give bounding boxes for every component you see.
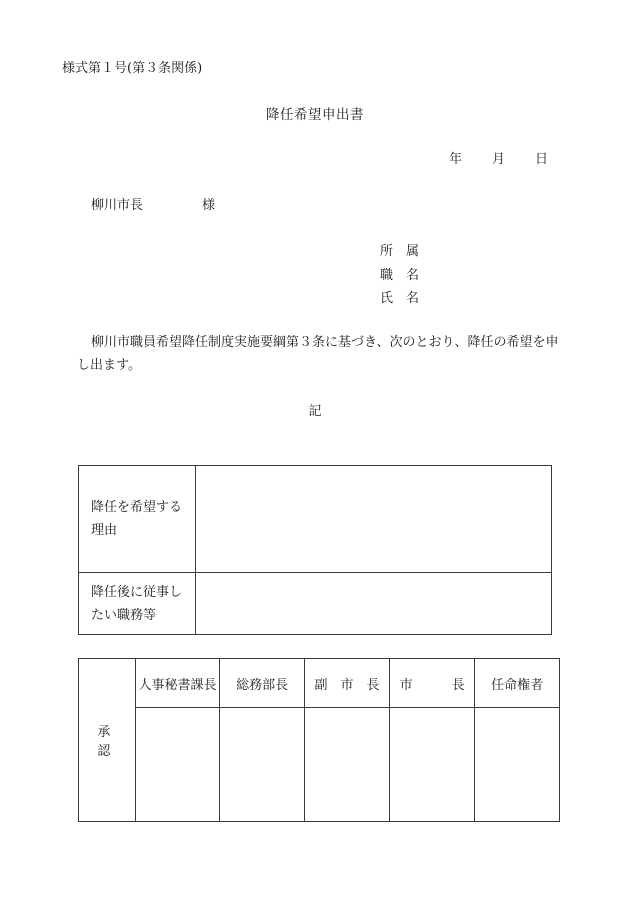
- duties-field[interactable]: [196, 573, 552, 635]
- approval-header-row: [79, 659, 560, 708]
- approval-header-personnel: 人事秘書課長: [135, 659, 220, 708]
- approval-header-general-affairs: 総務部長: [220, 659, 305, 708]
- approval-seal-general-affairs[interactable]: [220, 708, 305, 822]
- reason-row: [79, 466, 552, 573]
- reason-label: 降任を希望する理由: [79, 466, 196, 573]
- approval-seal-row: [79, 708, 560, 822]
- request-table: [78, 465, 552, 635]
- date-day-label: 日: [535, 152, 549, 167]
- ki-heading: 記: [308, 404, 322, 419]
- approval-seal-appointer[interactable]: [475, 708, 560, 822]
- addressee-name: 柳川市長: [91, 198, 144, 213]
- declaration-text: 柳川市職員希望降任制度実施要綱第３条に基づき、次のとおり、降任の希望を申し出ます。: [77, 335, 559, 373]
- form-number: 様式第１号(第３条関係): [62, 61, 203, 76]
- approval-seal-personnel[interactable]: [135, 708, 220, 822]
- name-label: 氏 名: [380, 291, 420, 306]
- post-label: 職 名: [380, 268, 420, 283]
- approval-table: [78, 658, 560, 822]
- approval-seal-deputy-mayor[interactable]: [305, 708, 390, 822]
- duties-label: 降任後に従事したい職務等: [79, 573, 196, 635]
- document-title: 降任希望申出書: [266, 107, 364, 123]
- approval-header-appointer: 任命権者: [475, 659, 560, 708]
- affiliation-label: 所 属: [380, 244, 420, 259]
- approval-header-deputy-mayor: 副 市 長: [305, 659, 390, 708]
- date-month-label: 月: [492, 152, 506, 167]
- addressee-honorific: 様: [202, 198, 216, 213]
- approval-label: 承 認: [79, 659, 136, 822]
- date-year-label: 年: [449, 152, 463, 167]
- approval-header-mayor: 市 長: [389, 659, 474, 708]
- reason-field[interactable]: [196, 466, 552, 573]
- approval-seal-mayor[interactable]: [389, 708, 474, 822]
- duties-row: [79, 573, 552, 635]
- declaration-text-block: [77, 331, 567, 377]
